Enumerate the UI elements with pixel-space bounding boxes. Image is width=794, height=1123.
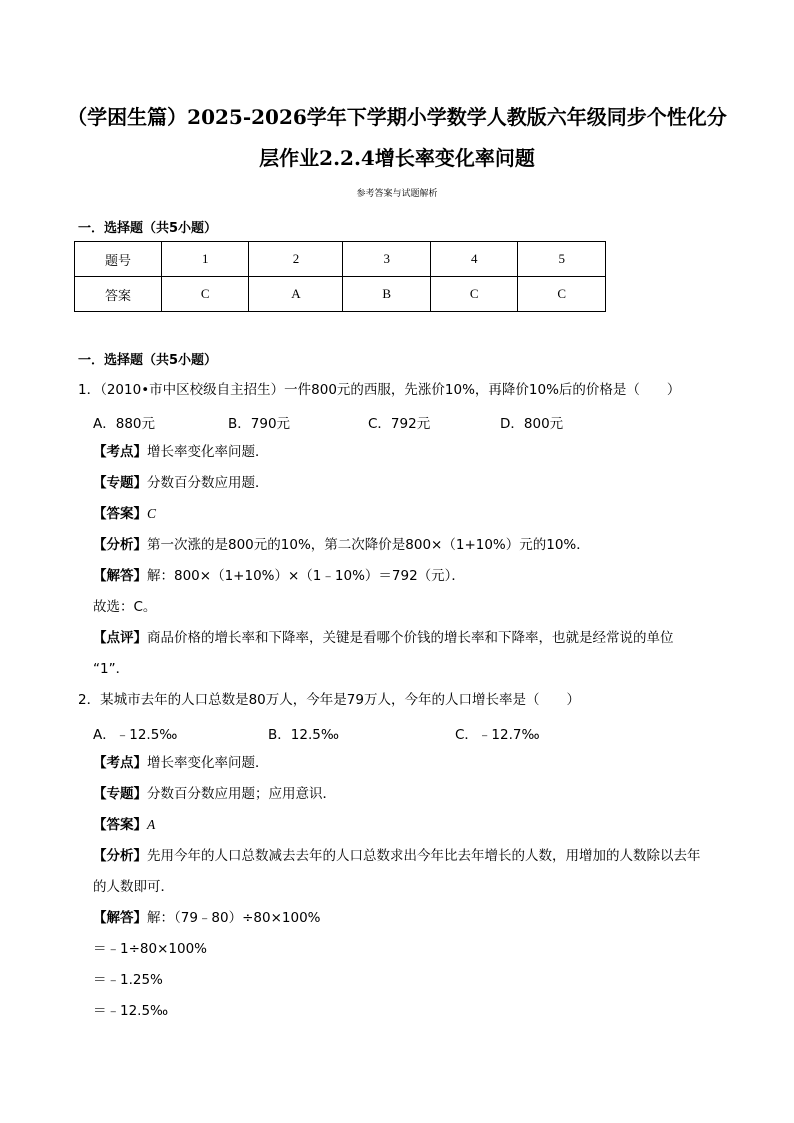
table-cell: 2 — [249, 242, 343, 277]
daan-text: A — [147, 817, 156, 832]
table-cell: C — [162, 277, 249, 312]
fenxi-tag: 【分析】 — [93, 537, 147, 553]
page-title-line2: 层作业2.2.4增长率变化率问题 — [259, 146, 535, 170]
q2-kaodian — [93, 754, 269, 772]
dianping-text: 商品价格的增长率和下降率，关键是看哪个价钱的增长率和下降率，也就是经常说的单位 — [147, 630, 674, 646]
table-cell: 4 — [430, 242, 517, 277]
fenxi-text: 先用今年的人口总数减去去年的人口总数求出今年比去年增长的人数，用增加的人数除以去年 — [147, 848, 701, 864]
jieda-text: 解：800×（1+10%）×（1﹣10%）＝792（元）． — [147, 568, 465, 584]
q2-option-a: A．﹣12.5‰ — [93, 727, 178, 743]
kaodian-text: 增长率变化率问题． — [147, 444, 269, 460]
section-heading-2: 一．选择题（共5小题） — [78, 353, 218, 368]
table-cell: C — [430, 277, 517, 312]
question-2-stem: 2．某城市去年的人口总数是80万人，今年是79万人，今年的人口增长率是（ ） — [78, 692, 580, 708]
daan-text: C — [147, 506, 157, 521]
q2-fenxi-cont: 的人数即可． — [93, 879, 174, 895]
q1-daan — [93, 505, 156, 523]
q2-option-b: B．12.5‰ — [268, 727, 339, 743]
zhuanti-tag: 【专题】 — [93, 475, 147, 491]
daan-tag: 【答案】 — [93, 506, 147, 522]
q2-fenxi — [93, 847, 701, 865]
table-cell: 3 — [343, 242, 430, 277]
table-cell: 1 — [162, 242, 249, 277]
answer-table — [74, 241, 606, 312]
fenxi-tag: 【分析】 — [93, 848, 147, 864]
jieda-tag: 【解答】 — [93, 568, 147, 584]
q2-jieda — [93, 909, 321, 927]
subtitle: 参考答案与试题解析 — [356, 189, 438, 199]
q1-option-b: B．790元 — [228, 416, 291, 432]
dianping-tag: 【点评】 — [93, 630, 147, 646]
daan-tag: 【答案】 — [93, 817, 147, 833]
answer-table-row-numbers — [75, 242, 606, 277]
q2-step-3: ＝﹣12.5‰ — [93, 1003, 169, 1019]
kaodian-tag: 【考点】 — [93, 444, 147, 460]
kaodian-tag: 【考点】 — [93, 755, 147, 771]
kaodian-text: 增长率变化率问题． — [147, 755, 269, 771]
jieda-text: 解：（79﹣80）÷80×100% — [147, 910, 321, 926]
q1-zhuanti — [93, 474, 269, 492]
table-cell: B — [343, 277, 430, 312]
answer-table-row-answers — [75, 277, 606, 312]
q1-kaodian — [93, 443, 269, 461]
q1-fenxi — [93, 536, 590, 554]
table-header-cell: 题号 — [75, 242, 162, 277]
zhuanti-tag: 【专题】 — [93, 786, 147, 802]
q2-option-c: C．﹣12.7‰ — [455, 727, 540, 743]
jieda-tag: 【解答】 — [93, 910, 147, 926]
zhuanti-text: 分数百分数应用题． — [147, 475, 269, 491]
table-header-cell: 答案 — [75, 277, 162, 312]
q1-choice: 故选：C。 — [93, 599, 157, 615]
table-cell: C — [518, 277, 606, 312]
table-cell: 5 — [518, 242, 606, 277]
q1-option-d: D．800元 — [500, 416, 564, 432]
q1-dianping-cont: “1”． — [93, 661, 130, 677]
q2-zhuanti — [93, 785, 336, 803]
q2-step-2: ＝﹣1.25% — [93, 972, 163, 988]
zhuanti-text: 分数百分数应用题；应用意识． — [147, 786, 336, 802]
q1-option-c: C．792元 — [368, 416, 431, 432]
question-1-stem: 1．（2010•市中区校级自主招生）一件800元的西服，先涨价10%，再降价10%后的价格是（ ） — [78, 382, 681, 398]
q1-dianping — [93, 629, 674, 647]
q1-jieda — [93, 567, 465, 585]
q1-option-a: A．880元 — [93, 416, 156, 432]
fenxi-text: 第一次涨的是800元的10%，第二次降价是800×（1+10%）元的10%． — [147, 537, 590, 553]
table-cell: A — [249, 277, 343, 312]
q2-step-1: ＝﹣1÷80×100% — [93, 941, 207, 957]
q2-daan — [93, 816, 155, 834]
page-title-line1: （学困生篇）2025-2026学年下学期小学数学人教版六年级同步个性化分 — [67, 105, 727, 129]
section-heading-1: 一．选择题（共5小题） — [78, 221, 218, 236]
